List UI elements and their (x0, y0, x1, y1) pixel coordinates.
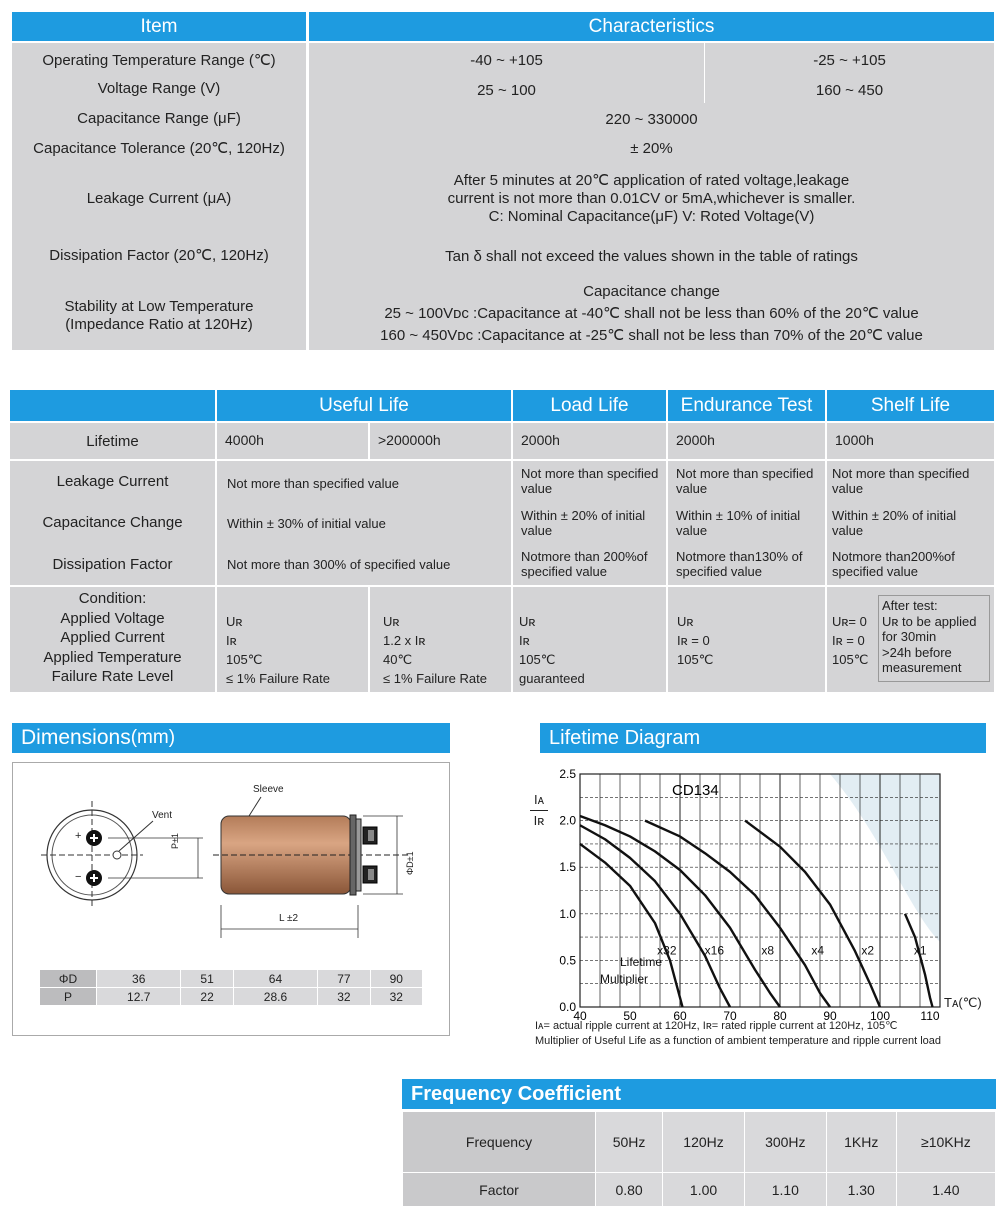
factor-cell: 1.40 (896, 1173, 995, 1207)
dimension-table (39, 969, 423, 1006)
voltage-left: 25 ~ 100 (477, 82, 536, 99)
plus-marker: + (75, 830, 82, 842)
condition-useful-2: Uʀ 1.2 x Iʀ 40℃ ≤ 1% Failure Rate (383, 614, 487, 686)
stability-label: Stability at Low Temperature (Impedance Ratio at 120Hz) (64, 298, 254, 333)
frequency-cell: 50Hz (596, 1112, 663, 1173)
leakage-endurance: Not more than specified value (676, 466, 814, 496)
capacitance-value: 220 ~ 330000 (605, 111, 698, 128)
condition-load: Uʀ Iʀ 105℃ guaranteed (519, 614, 585, 686)
dim-p-value: 32 (370, 988, 422, 1006)
op-temp-left: -40 ~ +105 (470, 52, 543, 69)
op-temp-right: -25 ~ +105 (813, 52, 886, 69)
leakage-label: Leakage Current (56, 472, 169, 490)
y-tick-label: 1.0 (559, 906, 576, 921)
capacitance-label: Capacitance Range (μF) (77, 110, 241, 127)
frequency-cell: 1KHz (826, 1112, 896, 1173)
x-tick-label: 50 (623, 1009, 637, 1023)
dim-d-value: 51 (181, 970, 233, 988)
vent-label: Vent (152, 810, 173, 821)
diagram-caption: Iᴀ= actual ripple current at 120Hz, Iʀ= rated ripple current at 120Hz, 105℃ Multiplier of Useful Life as a function of ambient temperature and ripple current load (535, 1020, 941, 1047)
dim-p-value: 32 (318, 988, 370, 1006)
dissipation-load: Notmore than 200%of specified value (521, 549, 648, 579)
leakage-label: Leakage Current (μA) (86, 190, 232, 207)
dim-p-value: 28.6 (233, 988, 317, 1006)
leakage-load: Not more than specified value (521, 466, 659, 496)
capchange-label: Capacitance Change (42, 513, 183, 531)
header-endurance-test: Endurance Test (668, 390, 825, 421)
y-tick-label: 2.5 (559, 767, 576, 781)
condition-useful-1: Uʀ Iʀ 105℃ ≤ 1% Failure Rate (226, 614, 330, 686)
header-item: Item (12, 12, 306, 41)
minus-marker: − (75, 871, 82, 883)
dim-d-value: 36 (97, 970, 181, 988)
header-useful-life: Useful Life (217, 390, 511, 421)
header-shelf-life: Shelf Life (827, 390, 994, 421)
life-table (10, 390, 994, 692)
dimensions-title: Dimensions (mm) (12, 723, 450, 753)
tolerance-label: Capacitance Tolerance (20℃, 120Hz) (33, 140, 285, 157)
capchange-shelf: Within ± 20% of initial value (832, 508, 957, 538)
frequency-cell: 300Hz (744, 1112, 826, 1173)
factor-label: Factor (403, 1173, 596, 1207)
factor-cell: 1.10 (744, 1173, 826, 1207)
series-label-x1: x1 (913, 943, 927, 958)
dimensions-panel (12, 762, 450, 1036)
y-tick-label: 0.0 (559, 1000, 576, 1014)
y-tick-label: 1.5 (559, 860, 576, 875)
capchange-load: Within ± 20% of initial value (521, 508, 646, 538)
y-tick-label: 0.5 (559, 953, 576, 968)
x-tick-label: 90 (823, 1009, 837, 1023)
dissipation-useful: Not more than 300% of specified value (227, 557, 451, 572)
x-tick-label: 40 (573, 1009, 587, 1023)
capchange-endurance: Within ± 10% of initial value (676, 508, 801, 538)
dissipation-value: Tan δ shall not exceed the values shown in the table of ratings (445, 248, 858, 265)
leakage-value: After 5 minutes at 20℃ application of rated voltage,leakage current is not more than 0.01CV or 5mA,whichever is smaller. C: Nominal Capacitance(μF) V: Roted Voltage(V) (447, 172, 856, 225)
condition-labels: Condition: Applied Voltage Applied Current Applied Temperature Failure Rate Level (43, 590, 182, 685)
frequency-cell: ≥10KHz (896, 1112, 995, 1173)
voltage-right: 160 ~ 450 (815, 82, 884, 99)
frequency-label: Frequency (403, 1112, 596, 1173)
lifetime-load: 2000h (521, 432, 560, 448)
dissipation-label: Dissipation Factor (20℃, 120Hz) (49, 247, 269, 264)
frequency-coefficient-title: Frequency Coefficient (402, 1079, 996, 1109)
x-axis-label: Tᴀ(℃) (944, 995, 982, 1010)
condition-endurance: Uʀ Iʀ = 0 105℃ (677, 614, 714, 667)
lifetime-label: Lifetime (86, 432, 139, 450)
lifetime-useful-1: 4000h (225, 432, 264, 448)
dim-p-value: 22 (181, 988, 233, 1006)
dim-p-label: P (40, 988, 97, 1006)
lifetime-diagram-title: Lifetime Diagram (540, 723, 986, 753)
p-dimension-label: P±1 (170, 833, 180, 849)
sleeve-label: Sleeve (253, 784, 284, 795)
op-temp-label: Operating Temperature Range (℃) (42, 52, 276, 69)
leakage-useful: Not more than specified value (227, 476, 399, 491)
x-tick-label: 110 (920, 1009, 940, 1023)
spec-table (12, 12, 994, 353)
lifetime-chart (550, 762, 990, 1024)
series-title: CD134 (672, 782, 719, 799)
dissipation-shelf: Notmore than200%of specified value (832, 549, 955, 579)
dissipation-endurance: Notmore than130% of specified value (676, 549, 803, 579)
multiplier-label-1: Lifetime (620, 955, 663, 969)
frequency-cell: 120Hz (663, 1112, 745, 1173)
series-label-x4: x4 (811, 943, 824, 958)
voltage-label: Voltage Range (V) (97, 80, 221, 97)
lifetime-endurance: 2000h (676, 432, 715, 448)
frequency-table (402, 1111, 996, 1207)
life-header-blank (10, 390, 215, 421)
leakage-shelf: Not more than specified value (832, 466, 970, 496)
spec-table-body (12, 43, 994, 353)
factor-cell: 0.80 (596, 1173, 663, 1207)
header-load-life: Load Life (513, 390, 666, 421)
multiplier-label-2: Multiplier (600, 972, 649, 986)
dim-p-value: 12.7 (97, 988, 181, 1006)
capchange-useful: Within ± 30% of initial value (227, 516, 386, 531)
y-tick-label: 2.0 (559, 813, 576, 828)
series-label-x8: x8 (761, 943, 774, 958)
x-tick-label: 70 (723, 1009, 737, 1023)
dim-d-value: 77 (318, 970, 370, 988)
x-tick-label: 100 (869, 1009, 891, 1023)
lifetime-shelf: 1000h (835, 432, 874, 448)
series-label-x2: x2 (861, 943, 874, 958)
l-dimension-label: L ±2 (279, 913, 299, 924)
after-test-note: After test: Uʀ to be applied for 30min >24h before measurement (878, 595, 990, 682)
series-label-x16: x16 (704, 943, 724, 958)
d-dimension-label: ΦD±1 (405, 851, 415, 875)
series-label-x32: x32 (657, 943, 677, 958)
lifetime-useful-2: >200000h (378, 432, 441, 448)
x-tick-label: 60 (673, 1009, 687, 1023)
tolerance-value: ± 20% (630, 140, 673, 157)
factor-cell: 1.00 (663, 1173, 745, 1207)
factor-cell: 1.30 (826, 1173, 896, 1207)
condition-shelf: Uʀ= 0 Iʀ = 0 105℃ (832, 614, 869, 667)
dissipation-label: Dissipation Factor (52, 555, 173, 573)
y-axis-label: Iᴀ Iʀ (530, 790, 548, 831)
x-tick-label: 80 (773, 1009, 787, 1023)
dim-d-value: 90 (370, 970, 422, 988)
dim-d-label: ΦD (40, 970, 97, 988)
dim-d-value: 64 (233, 970, 317, 988)
header-characteristics: Characteristics (309, 12, 994, 41)
stability-value: Capacitance change 25 ~ 100Vᴅᴄ :Capacitance at -40℃ shall not be less than 60% of the 20℃ value 160 ~ 450Vᴅᴄ :Capacitance at -25℃ shall not be less than 70% of the 20℃ value (380, 283, 923, 344)
